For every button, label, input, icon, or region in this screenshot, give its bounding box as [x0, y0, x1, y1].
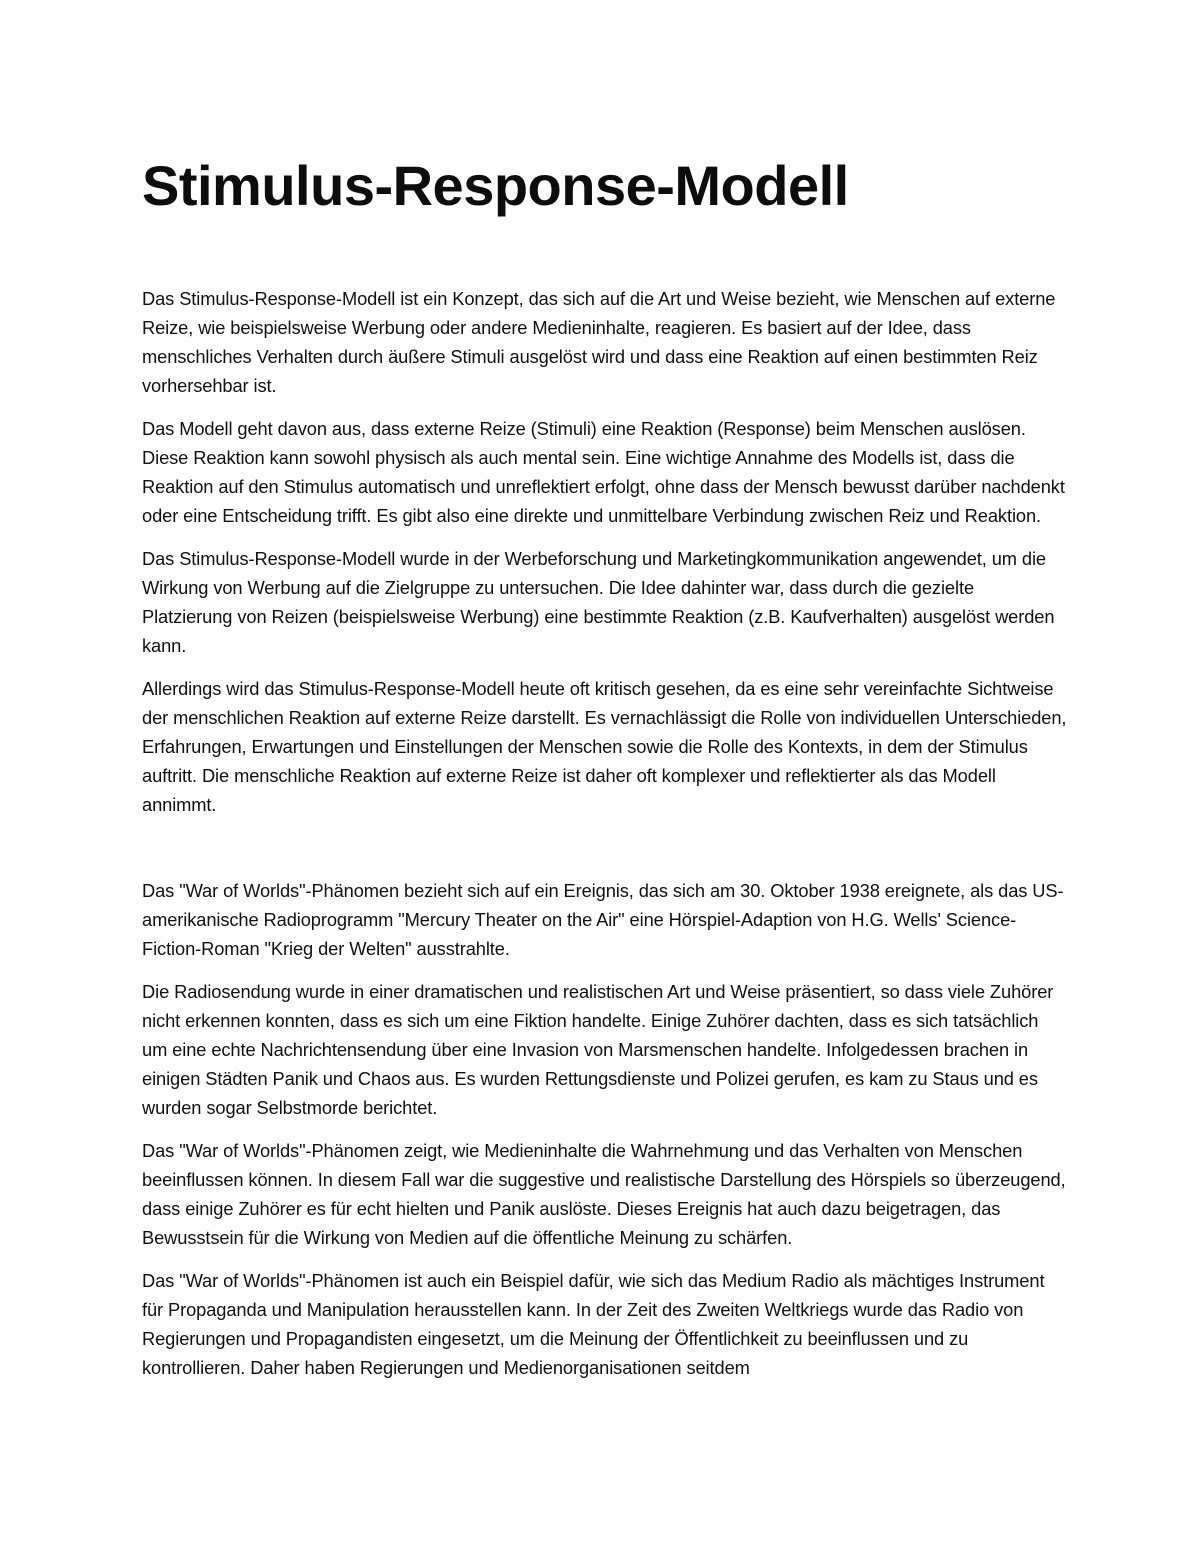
paragraph: Das Modell geht davon aus, dass externe Reize (Stimuli) eine Reaktion (Response) beim Menschen auslösen. Diese Reaktion kann sowohl physisch als auch mental sein. Eine wichtige Annahme des Modells ist, dass die Reaktion auf den Stimulus automatisch und unreflektiert erfolgt, ohne dass der Mensch bewusst darüber nachdenkt oder eine Entscheidung trifft. Es gibt also eine direkte und unmittelbare Verbindung zwischen Reiz und Reaktion. — [142, 418, 1065, 526]
document-body — [142, 148, 1067, 1396]
page-title: Stimulus-Response-Modell — [142, 154, 849, 217]
section-spacer — [142, 833, 1067, 876]
paragraph: Das "War of Worlds"-Phänomen zeigt, wie Medieninhalte die Wahrnehmung und das Verhalten von Menschen beeinflussen können. In diesem Fall war die suggestive und realistische Darstellung des Hörspiels so überzeugend, dass einige Zuhörer es für echt hielten und Panik auslöste. Dieses Ereignis hat auch dazu beigetragen, das Bewusstsein für die Wirkung von Medien auf die öffentliche Meinung zu schärfen. — [142, 1140, 1066, 1248]
paragraph: Das Stimulus-Response-Modell wurde in der Werbeforschung und Marketingkommunikation angewendet, um die Wirkung von Werbung auf die Zielgruppe zu untersuchen. Die Idee dahinter war, dass durch die gezielte Platzierung von Reizen (beispielsweise Werbung) eine bestimmte Reaktion (z.B. Kaufverhalten) ausgelöst werden kann. — [142, 548, 1055, 656]
paragraph: Das "War of Worlds"-Phänomen ist auch ein Beispiel dafür, wie sich das Medium Radio als mächtiges Instrument für Propaganda und Manipulation herausstellen kann. In der Zeit des Zweiten Weltkriegs wurde das Radio von Regierungen und Propagandisten eingesetzt, um die Meinung der Öffentlichkeit zu beeinflussen und zu kontrollieren. Daher haben Regierungen und Medienorganisationen seitdem — [142, 1270, 1045, 1378]
paragraph: Allerdings wird das Stimulus-Response-Modell heute oft kritisch gesehen, da es eine sehr vereinfachte Sichtweise der menschlichen Reaktion auf externe Reize darstellt. Es vernachlässigt die Rolle von individuellen Unterschieden, Erfahrungen, Erwartungen und Einstellungen der Menschen sowie die Rolle des Kontexts, in dem der Stimulus auftritt. Die menschliche Reaktion auf externe Reize ist daher oft komplexer und reflektierter als das Modell annimmt. — [142, 678, 1067, 815]
paragraph: Das "War of Worlds"-Phänomen bezieht sich auf ein Ereignis, das sich am 30. Oktober 1938 ereignete, als das US-amerikanische Radioprogramm "Mercury Theater on the Air" eine Hörspiel-Adaption von H.G. Wells' Science-Fiction-Roman "Krieg der Welten" ausstrahlte. — [142, 880, 1064, 959]
paragraph: Die Radiosendung wurde in einer dramatischen und realistischen Art und Weise präsentiert, so dass viele Zuhörer nicht erkennen konnten, dass es sich um eine Fiktion handelte. Einige Zuhörer dachten, dass es sich tatsächlich um eine echte Nachrichtensendung über eine Invasion von Marsmenschen handelte. Infolgedessen brachen in einigen Städten Panik und Chaos aus. Es wurden Rettungsdienste und Polizei gerufen, es kam zu Staus und es wurden sogar Selbstmorde berichtet. — [142, 981, 1054, 1118]
paragraph: Das Stimulus-Response-Modell ist ein Konzept, das sich auf die Art und Weise bezieht, wie Menschen auf externe Reize, wie beispielsweise Werbung oder andere Medieninhalte, reagieren. Es basiert auf der Idee, dass menschliches Verhalten durch äußere Stimuli ausgelöst wird und dass eine Reaktion auf einen bestimmten Reiz vorhersehbar ist. — [142, 288, 1056, 396]
